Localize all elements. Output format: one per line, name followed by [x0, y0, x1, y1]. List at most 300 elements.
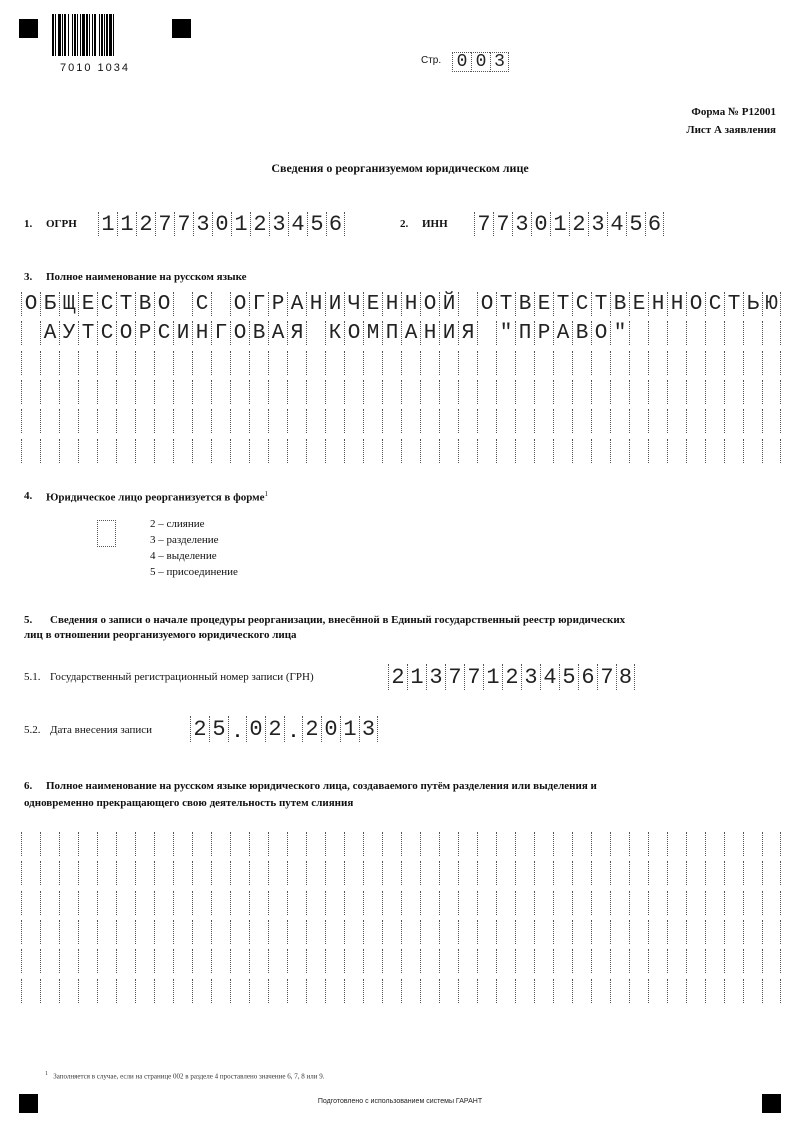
char-cell	[78, 409, 97, 433]
char-cell	[268, 409, 287, 433]
char-cell	[591, 861, 610, 885]
char-cell	[382, 832, 401, 856]
char-cell	[724, 351, 743, 375]
barcode-number: 7010 1034	[60, 62, 130, 74]
ogrn-digit-cell: 5	[307, 212, 326, 236]
char-cell	[762, 949, 781, 973]
ogrn-digit-cell: 4	[288, 212, 307, 236]
char-cell	[230, 949, 249, 973]
char-cell	[477, 949, 496, 973]
char-cell	[287, 380, 306, 404]
char-cell	[325, 920, 344, 944]
char-cell	[724, 380, 743, 404]
char-cell	[401, 409, 420, 433]
char-cell	[496, 409, 515, 433]
char-cell	[458, 292, 477, 316]
char-cell	[154, 832, 173, 856]
char-cell: Й	[439, 292, 458, 316]
record-date-field[interactable]	[190, 716, 378, 742]
char-cell	[192, 920, 211, 944]
char-cell	[648, 380, 667, 404]
char-cell	[344, 409, 363, 433]
char-cell	[496, 979, 515, 1003]
section3-label: Полное наименование на русском языке	[46, 271, 247, 283]
char-cell	[249, 861, 268, 885]
char-cell: Е	[363, 292, 382, 316]
char-cell	[59, 920, 78, 944]
ogrn-digit-cell: 1	[98, 212, 117, 236]
char-cell	[59, 891, 78, 915]
inn-digit-cell: 3	[512, 212, 531, 236]
char-cell	[230, 832, 249, 856]
grn-digit-cell: 1	[483, 664, 502, 690]
char-cell	[97, 351, 116, 375]
char-cell	[477, 861, 496, 885]
char-cell	[154, 380, 173, 404]
char-cell	[496, 832, 515, 856]
grn-digit-cell: 1	[407, 664, 426, 690]
char-cell: К	[325, 321, 344, 345]
char-cell	[572, 380, 591, 404]
char-cell	[553, 979, 572, 1003]
char-cell	[420, 949, 439, 973]
grn-digit-cell: 6	[578, 664, 597, 690]
char-cell	[363, 832, 382, 856]
inn-digit-cell: 0	[531, 212, 550, 236]
char-cell	[401, 832, 420, 856]
char-cell	[344, 949, 363, 973]
char-cell	[477, 380, 496, 404]
inn-digit-cell: 7	[493, 212, 512, 236]
grn-field[interactable]	[388, 664, 635, 690]
char-cell	[40, 409, 59, 433]
char-cell	[686, 321, 705, 345]
char-cell	[534, 920, 553, 944]
char-cell	[439, 380, 458, 404]
char-cell	[496, 380, 515, 404]
full-name-row	[21, 321, 781, 345]
char-cell	[420, 380, 439, 404]
char-cell	[648, 891, 667, 915]
char-cell	[667, 891, 686, 915]
char-cell	[667, 949, 686, 973]
grn-digit-cell: 7	[597, 664, 616, 690]
char-cell	[306, 439, 325, 463]
section5-label-line1: Сведения о записи о начале процедуры реорганизации, внесённой в Единый государственный реестр юридических	[50, 614, 626, 626]
char-cell: Н	[306, 292, 325, 316]
char-cell	[287, 979, 306, 1003]
ogrn-field[interactable]	[98, 212, 345, 236]
char-cell	[21, 380, 40, 404]
grn-digit-cell: 2	[502, 664, 521, 690]
char-cell	[420, 979, 439, 1003]
char-cell	[135, 891, 154, 915]
form-number-line2: Лист А заявления	[686, 124, 776, 136]
char-cell	[363, 380, 382, 404]
char-cell	[686, 439, 705, 463]
char-cell	[21, 861, 40, 885]
char-cell: В	[515, 292, 534, 316]
char-cell	[401, 979, 420, 1003]
char-cell: Я	[458, 321, 477, 345]
char-cell	[211, 351, 230, 375]
char-cell	[40, 979, 59, 1003]
char-cell	[553, 832, 572, 856]
char-cell: Т	[553, 292, 572, 316]
char-cell	[458, 979, 477, 1003]
char-cell	[192, 409, 211, 433]
char-cell	[610, 409, 629, 433]
full-name-row	[21, 292, 781, 316]
date-year-cell: 1	[340, 716, 359, 742]
char-cell	[382, 920, 401, 944]
char-cell	[629, 321, 648, 345]
char-cell	[743, 920, 762, 944]
char-cell	[59, 979, 78, 1003]
full-name-row	[21, 439, 781, 463]
char-cell	[363, 920, 382, 944]
char-cell	[667, 409, 686, 433]
date-year-cell: 2	[302, 716, 321, 742]
char-cell	[306, 380, 325, 404]
page-number-field[interactable]	[452, 52, 509, 72]
char-cell	[439, 832, 458, 856]
char-cell	[762, 920, 781, 944]
char-cell	[173, 920, 192, 944]
char-cell	[21, 321, 40, 345]
char-cell	[230, 351, 249, 375]
char-cell	[629, 380, 648, 404]
char-cell	[268, 861, 287, 885]
char-cell	[705, 920, 724, 944]
char-cell	[743, 380, 762, 404]
char-cell: Н	[382, 292, 401, 316]
char-cell	[192, 979, 211, 1003]
char-cell	[78, 380, 97, 404]
char-cell	[515, 949, 534, 973]
footer-text: Подготовлено с использованием системы ГАРАНТ	[317, 1098, 483, 1105]
ogrn-digit-cell: 3	[269, 212, 288, 236]
char-cell	[287, 861, 306, 885]
char-cell	[192, 351, 211, 375]
char-cell	[211, 979, 230, 1003]
char-cell	[21, 979, 40, 1003]
char-cell: О	[116, 321, 135, 345]
corner-marker-top-left	[19, 19, 38, 38]
grn-label: Государственный регистрационный номер записи (ГРН)	[50, 671, 314, 683]
char-cell	[401, 949, 420, 973]
char-cell: Е	[78, 292, 97, 316]
char-cell	[78, 949, 97, 973]
char-cell: С	[572, 292, 591, 316]
char-cell	[249, 351, 268, 375]
char-cell	[173, 292, 192, 316]
corner-marker-top-right	[172, 19, 191, 38]
char-cell	[553, 380, 572, 404]
char-cell	[173, 439, 192, 463]
inn-digit-cell: 2	[569, 212, 588, 236]
char-cell	[686, 891, 705, 915]
char-cell	[686, 861, 705, 885]
char-cell	[306, 979, 325, 1003]
char-cell	[686, 979, 705, 1003]
char-cell	[97, 409, 116, 433]
char-cell	[420, 861, 439, 885]
char-cell	[78, 861, 97, 885]
char-cell	[173, 861, 192, 885]
char-cell	[572, 351, 591, 375]
char-cell	[135, 949, 154, 973]
char-cell	[268, 380, 287, 404]
inn-digit-cell: 1	[550, 212, 569, 236]
char-cell: О	[686, 292, 705, 316]
char-cell	[743, 409, 762, 433]
reorg-form-code-field[interactable]	[97, 520, 116, 547]
char-cell	[363, 351, 382, 375]
char-cell	[515, 891, 534, 915]
char-cell	[287, 439, 306, 463]
char-cell	[534, 891, 553, 915]
char-cell	[743, 832, 762, 856]
char-cell	[515, 979, 534, 1003]
char-cell	[78, 832, 97, 856]
inn-field[interactable]	[474, 212, 664, 236]
char-cell	[325, 979, 344, 1003]
char-cell	[420, 409, 439, 433]
char-cell	[439, 351, 458, 375]
char-cell	[59, 949, 78, 973]
inn-digit-cell: 6	[645, 212, 664, 236]
char-cell: Н	[420, 321, 439, 345]
char-cell	[439, 979, 458, 1003]
char-cell	[515, 920, 534, 944]
char-cell	[458, 439, 477, 463]
char-cell: Р	[135, 321, 154, 345]
char-cell	[572, 949, 591, 973]
record-date-label: Дата внесения записи	[50, 724, 153, 736]
char-cell	[363, 949, 382, 973]
char-cell	[97, 380, 116, 404]
char-cell	[59, 409, 78, 433]
grn-digit-cell: 8	[616, 664, 635, 690]
char-cell	[572, 861, 591, 885]
char-cell	[344, 439, 363, 463]
char-cell	[667, 920, 686, 944]
ogrn-digit-cell: 2	[250, 212, 269, 236]
char-cell	[173, 979, 192, 1003]
char-cell	[230, 861, 249, 885]
char-cell	[78, 351, 97, 375]
char-cell	[287, 409, 306, 433]
char-cell	[515, 409, 534, 433]
form-number-line1: Форма № Р12001	[691, 106, 776, 118]
char-cell	[762, 380, 781, 404]
char-cell	[211, 409, 230, 433]
char-cell	[439, 949, 458, 973]
char-cell	[249, 380, 268, 404]
char-cell	[287, 832, 306, 856]
char-cell	[268, 949, 287, 973]
date-separator: .	[284, 716, 302, 742]
char-cell	[192, 861, 211, 885]
char-cell	[610, 949, 629, 973]
char-cell: О	[477, 292, 496, 316]
char-cell: А	[268, 321, 287, 345]
char-cell	[230, 920, 249, 944]
char-cell	[21, 409, 40, 433]
form-number	[686, 103, 776, 139]
char-cell: С	[705, 292, 724, 316]
char-cell	[154, 861, 173, 885]
char-cell	[363, 861, 382, 885]
char-cell	[40, 439, 59, 463]
char-cell	[116, 439, 135, 463]
char-cell	[344, 861, 363, 885]
char-cell: Б	[40, 292, 59, 316]
char-cell: Р	[268, 292, 287, 316]
char-cell	[249, 979, 268, 1003]
char-cell: Ю	[762, 292, 781, 316]
char-cell: Н	[401, 292, 420, 316]
char-cell	[230, 409, 249, 433]
char-cell	[21, 832, 40, 856]
char-cell: С	[97, 292, 116, 316]
char-cell: А	[553, 321, 572, 345]
section5-number: 5.	[24, 614, 33, 626]
char-cell	[116, 351, 135, 375]
char-cell	[97, 861, 116, 885]
char-cell	[268, 351, 287, 375]
char-cell	[230, 891, 249, 915]
char-cell	[382, 380, 401, 404]
char-cell: В	[610, 292, 629, 316]
char-cell	[591, 380, 610, 404]
char-cell: Е	[534, 292, 553, 316]
ogrn-digit-cell: 1	[117, 212, 136, 236]
char-cell	[363, 979, 382, 1003]
char-cell	[496, 861, 515, 885]
char-cell	[268, 439, 287, 463]
char-cell	[591, 351, 610, 375]
char-cell	[306, 891, 325, 915]
char-cell	[249, 891, 268, 915]
char-cell: Я	[287, 321, 306, 345]
char-cell	[553, 861, 572, 885]
char-cell	[135, 351, 154, 375]
char-cell	[325, 351, 344, 375]
record-date-number: 5.2.	[24, 724, 41, 736]
char-cell	[724, 409, 743, 433]
char-cell	[648, 979, 667, 1003]
char-cell	[705, 351, 724, 375]
char-cell	[477, 920, 496, 944]
char-cell	[610, 920, 629, 944]
char-cell: Т	[496, 292, 515, 316]
char-cell: О	[230, 321, 249, 345]
char-cell	[40, 351, 59, 375]
date-separator: .	[228, 716, 246, 742]
char-cell	[743, 949, 762, 973]
char-cell	[192, 949, 211, 973]
char-cell	[325, 891, 344, 915]
char-cell	[363, 439, 382, 463]
char-cell	[591, 891, 610, 915]
char-cell	[173, 949, 192, 973]
char-cell: О	[230, 292, 249, 316]
char-cell	[591, 979, 610, 1003]
char-cell	[192, 439, 211, 463]
char-cell	[534, 832, 553, 856]
char-cell: Р	[534, 321, 553, 345]
char-cell	[591, 949, 610, 973]
char-cell	[686, 380, 705, 404]
inn-label: ИНН	[422, 218, 448, 230]
char-cell	[116, 920, 135, 944]
char-cell: Е	[629, 292, 648, 316]
char-cell	[116, 891, 135, 915]
char-cell	[477, 351, 496, 375]
char-cell	[477, 832, 496, 856]
char-cell	[705, 321, 724, 345]
page-digit-cell: 3	[490, 52, 509, 72]
char-cell	[648, 861, 667, 885]
inn-digit-cell: 5	[626, 212, 645, 236]
date-month-cell: 2	[265, 716, 284, 742]
char-cell	[629, 861, 648, 885]
char-cell	[705, 979, 724, 1003]
char-cell	[515, 832, 534, 856]
char-cell	[211, 861, 230, 885]
char-cell	[724, 832, 743, 856]
char-cell	[344, 380, 363, 404]
char-cell	[591, 409, 610, 433]
char-cell	[553, 351, 572, 375]
grn-digit-cell: 5	[559, 664, 578, 690]
char-cell	[325, 409, 344, 433]
char-cell: "	[496, 321, 515, 345]
char-cell	[610, 861, 629, 885]
char-cell	[97, 920, 116, 944]
ogrn-label: ОГРН	[46, 218, 77, 230]
char-cell	[344, 891, 363, 915]
char-cell	[135, 409, 154, 433]
char-cell	[477, 891, 496, 915]
inn-digit-cell: 3	[588, 212, 607, 236]
reorg-form-code-cell	[97, 520, 116, 547]
char-cell	[344, 979, 363, 1003]
char-cell	[610, 832, 629, 856]
char-cell	[743, 979, 762, 1003]
char-cell	[705, 409, 724, 433]
char-cell	[553, 891, 572, 915]
char-cell	[610, 380, 629, 404]
new-entity-name-row	[21, 979, 781, 1003]
char-cell	[667, 380, 686, 404]
char-cell	[78, 439, 97, 463]
section6-label-line1: Полное наименование на русском языке юридического лица, создаваемого путём разделения или выделения и	[46, 780, 597, 792]
char-cell	[515, 861, 534, 885]
char-cell	[724, 920, 743, 944]
char-cell	[211, 891, 230, 915]
char-cell	[154, 979, 173, 1003]
char-cell	[439, 861, 458, 885]
char-cell	[477, 439, 496, 463]
page-digit-cell: 0	[452, 52, 471, 72]
char-cell	[420, 920, 439, 944]
char-cell	[382, 861, 401, 885]
char-cell	[553, 920, 572, 944]
ogrn-number: 1.	[24, 218, 33, 230]
